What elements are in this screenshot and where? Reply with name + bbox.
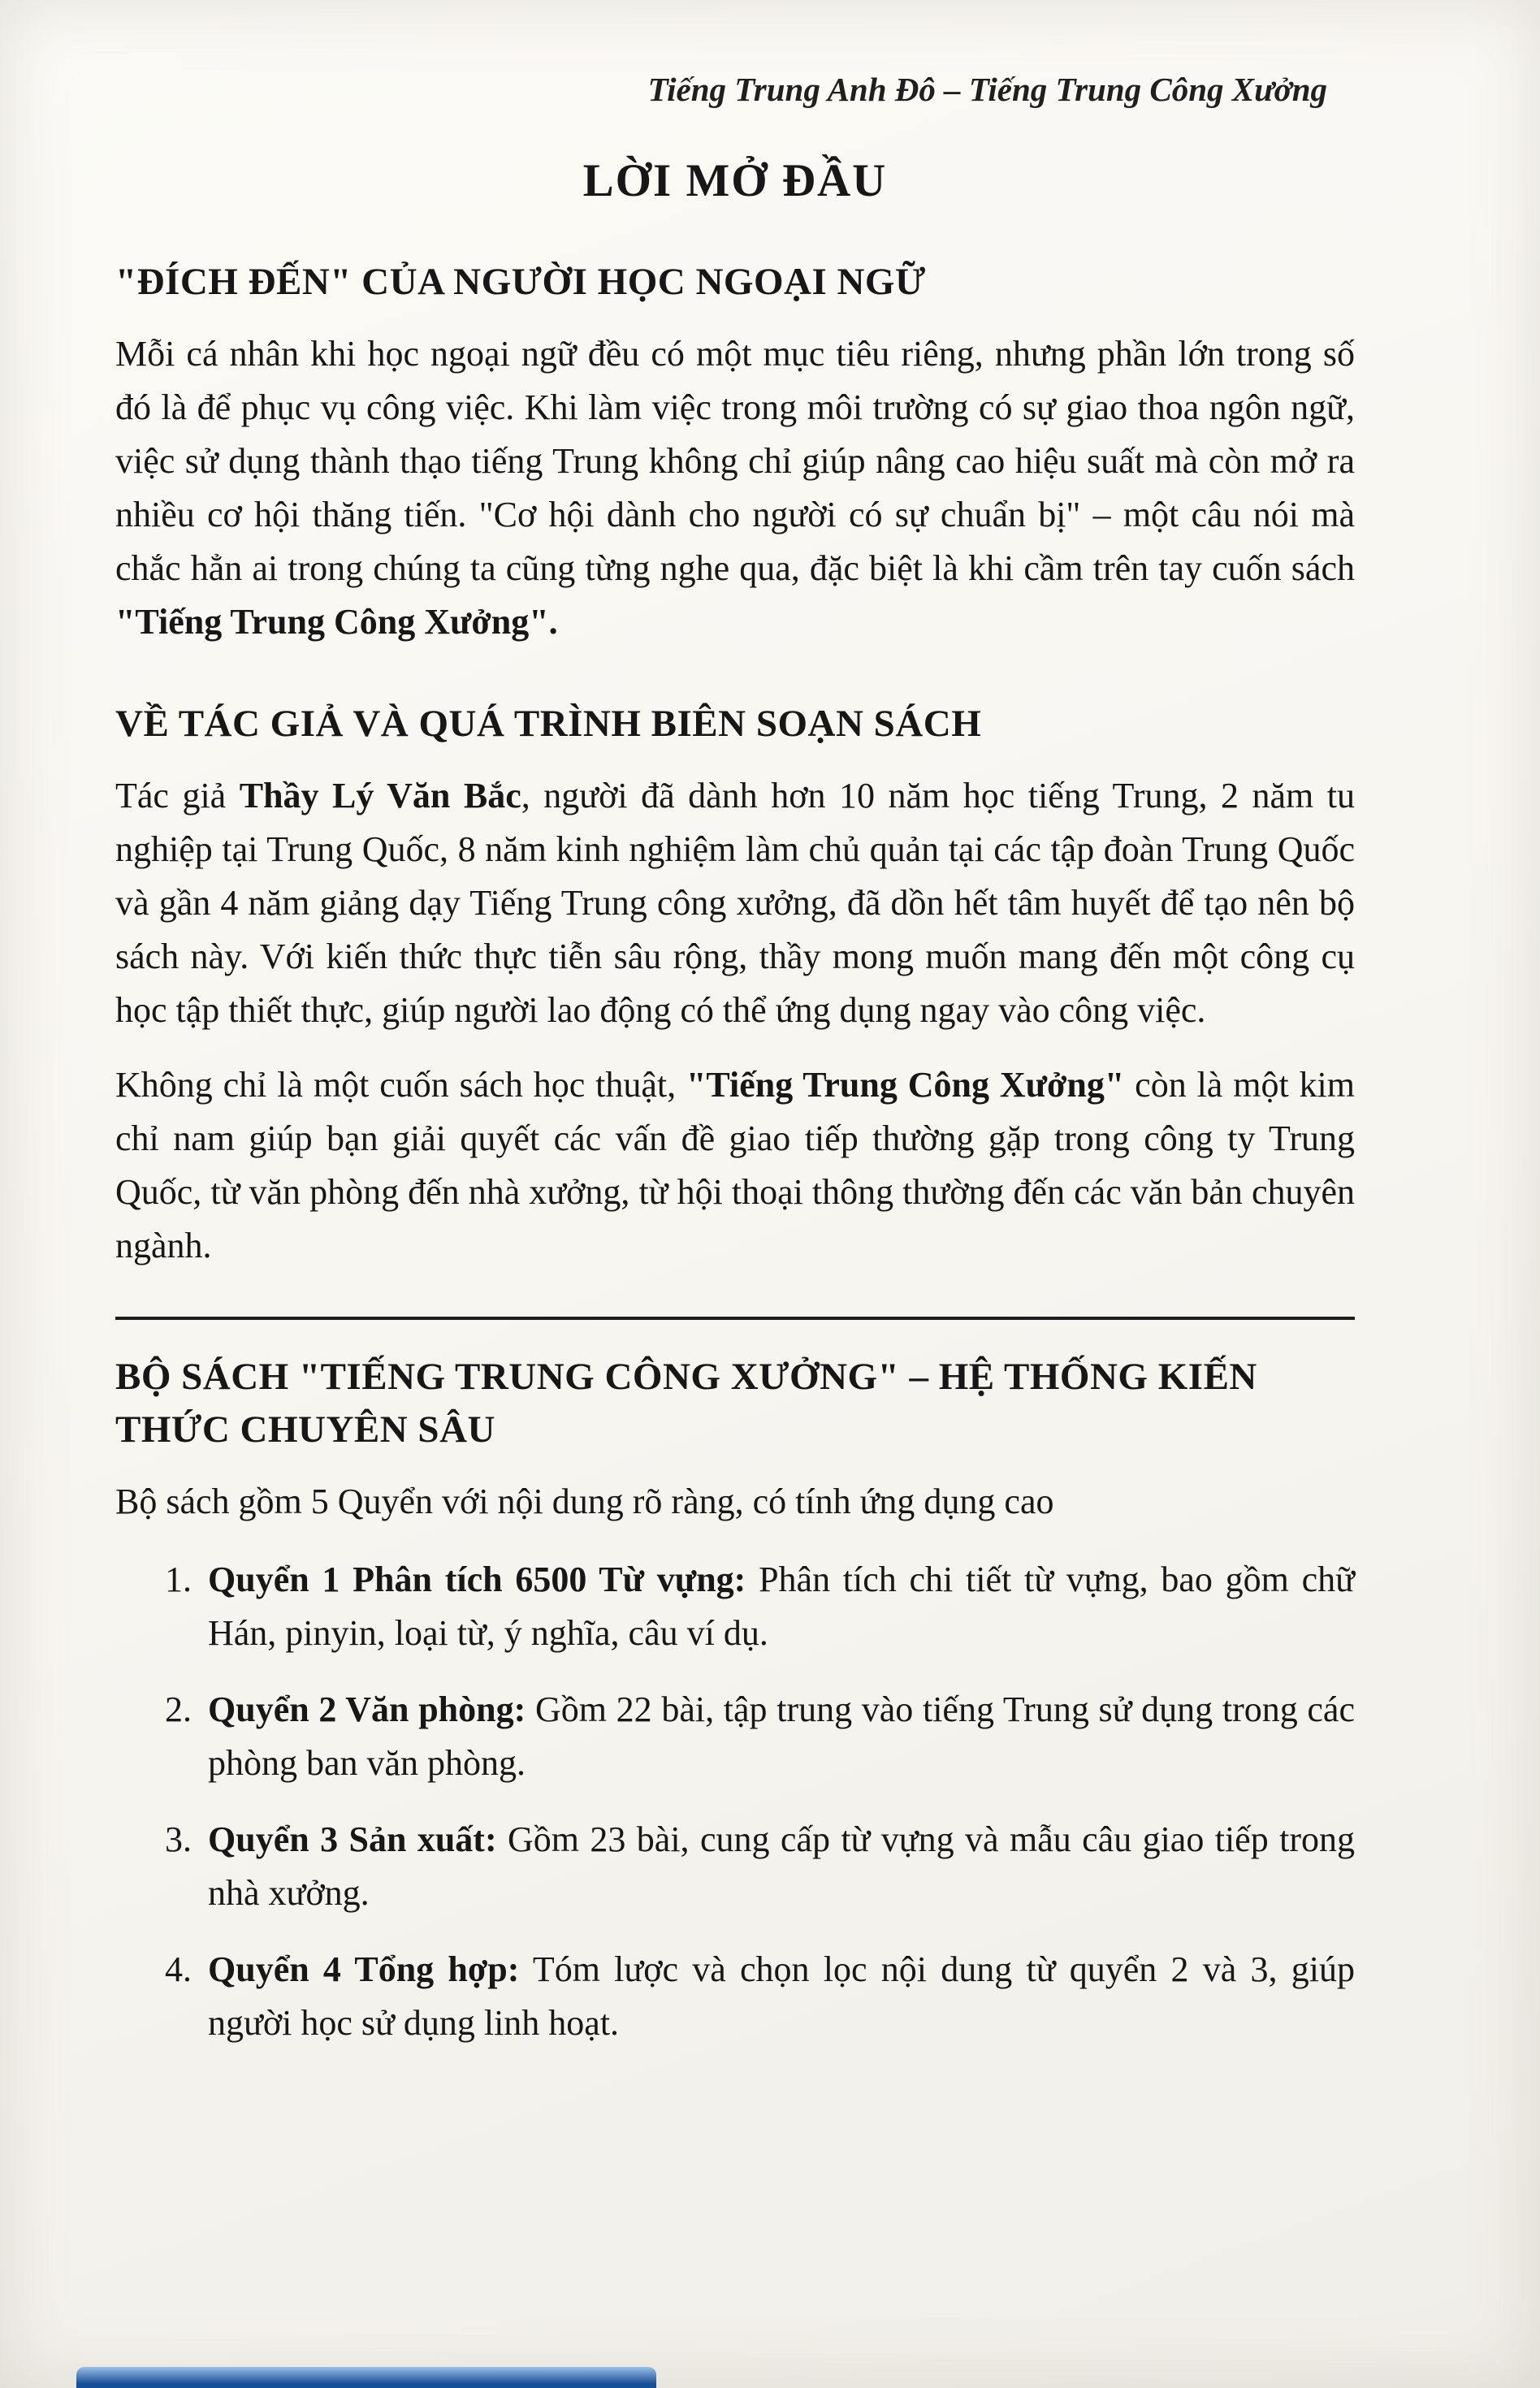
paragraph-guide [115,1058,1355,1273]
list-item-text: Gồm 22 bài, tập trung vào tiếng Trung sử dụng trong các phòng ban văn phòng. [208,1689,1355,1784]
list-item [149,1553,1355,1660]
paragraph-author-start: Tác giả [115,775,240,815]
paragraph-guide-rest: còn là một kim chỉ nam giúp bạn giải quyết các vấn đề giao tiếp thường gặp trong công ty Trung Quốc, từ văn phòng đến nhà xưởng, từ hội thoại thông thường đến các văn bản chuyên ngành. [115,1064,1355,1265]
paragraph-guide-bold: "Tiếng Trung Công Xưởng" [686,1064,1125,1105]
list-item-number: 3. [165,1819,192,1860]
list-item-text: Tóm lược và chọn lọc nội dung từ quyển 2 và 3, giúp người học sử dụng linh hoạt. [208,1949,1355,2044]
list-item [149,1943,1355,2050]
paragraph-goal-text: Mỗi cá nhân khi học ngoại ngữ đều có một mục tiêu riêng, nhưng phần lớn trong số đó là để phục vụ công việc. Khi làm việc trong môi trường có sự giao thoa ngôn ngữ, việc sử dụng thành thạo tiếng Trung không chỉ giúp nâng cao hiệu suất mà còn mở ra nhiều cơ hội thăng tiến. "Cơ hội dành cho người có sự chuẩn bị" – một câu nói mà chắc hẳn ai trong chúng ta cũng từng nghe qua, đặc biệt là khi cầm trên tay cuốn sách [115,333,1355,588]
list-item-content [208,1943,1355,2050]
section-divider [115,1317,1355,1320]
section-heading-author: VỀ TÁC GIẢ VÀ QUÁ TRÌNH BIÊN SOẠN SÁCH [115,702,982,745]
section-heading-goal: "ĐÍCH ĐẾN" CỦA NGƯỜI HỌC NGOẠI NGỮ [115,261,926,303]
list-item [149,1683,1355,1790]
paragraph-author-rest: , người đã dành hơn 10 năm học tiếng Trung, 2 năm tu nghiệp tại Trung Quốc, 8 năm kinh nghiệm làm chủ quản tại các tập đoàn Trung Quốc và gần 4 năm giảng dạy Tiếng Trung công xưởng, đã dồn hết tâm huyết để tạo nên bộ sách này. Với kiến thức thực tiễn sâu rộng, thầy mong muốn mang đến một công cụ học tập thiết thực, giúp người lao động có thể ứng dụng ngay vào công việc. [115,775,1355,1030]
running-header: Tiếng Trung Anh Đô – Tiếng Trung Công Xưởng [647,71,1327,108]
list-item-text: Gồm 23 bài, cung cấp từ vựng và mẫu câu giao tiếp trong nhà xưởng. [208,1819,1355,1914]
list-item-content [208,1813,1355,1920]
list-item-number: 4. [165,1949,192,1990]
book-list [115,1553,1355,2050]
list-item-content [208,1683,1355,1790]
list-item-label: Quyển 2 Văn phòng: [208,1689,526,1730]
paragraph-goal-bold: "Tiếng Trung Công Xưởng". [115,601,558,642]
page-title: LỜI MỞ ĐẦU [582,155,888,206]
list-item-number: 1. [165,1560,192,1600]
scan-blue-edge [76,2367,656,2388]
list-item-number: 2. [165,1689,192,1730]
series-intro: Bộ sách gồm 5 Quyển với nội dung rõ ràng, có tính ứng dụng cao [115,1482,1054,1522]
paragraph-guide-start: Không chỉ là một cuốn sách học thuật, [115,1064,686,1105]
list-item-label: Quyển 4 Tổng hợp: [208,1949,520,1990]
list-item-text: Phân tích chi tiết từ vựng, bao gồm chữ Hán, pinyin, loại từ, ý nghĩa, câu ví dụ. [208,1560,1355,1654]
paragraph-author [115,769,1355,1037]
paragraph-author-bold: Thầy Lý Văn Bắc [239,775,521,815]
list-item-content [208,1553,1355,1660]
list-item [149,1813,1355,1920]
section-heading-series: BỘ SÁCH "TIẾNG TRUNG CÔNG XƯỞNG" – HỆ THỐNG KIẾN THỨC CHUYÊN SÂU [115,1355,1257,1451]
list-item-label: Quyển 3 Sản xuất: [208,1819,497,1860]
list-item-label: Quyển 1 Phân tích 6500 Từ vựng: [208,1560,746,1600]
paragraph-goal [115,327,1355,649]
